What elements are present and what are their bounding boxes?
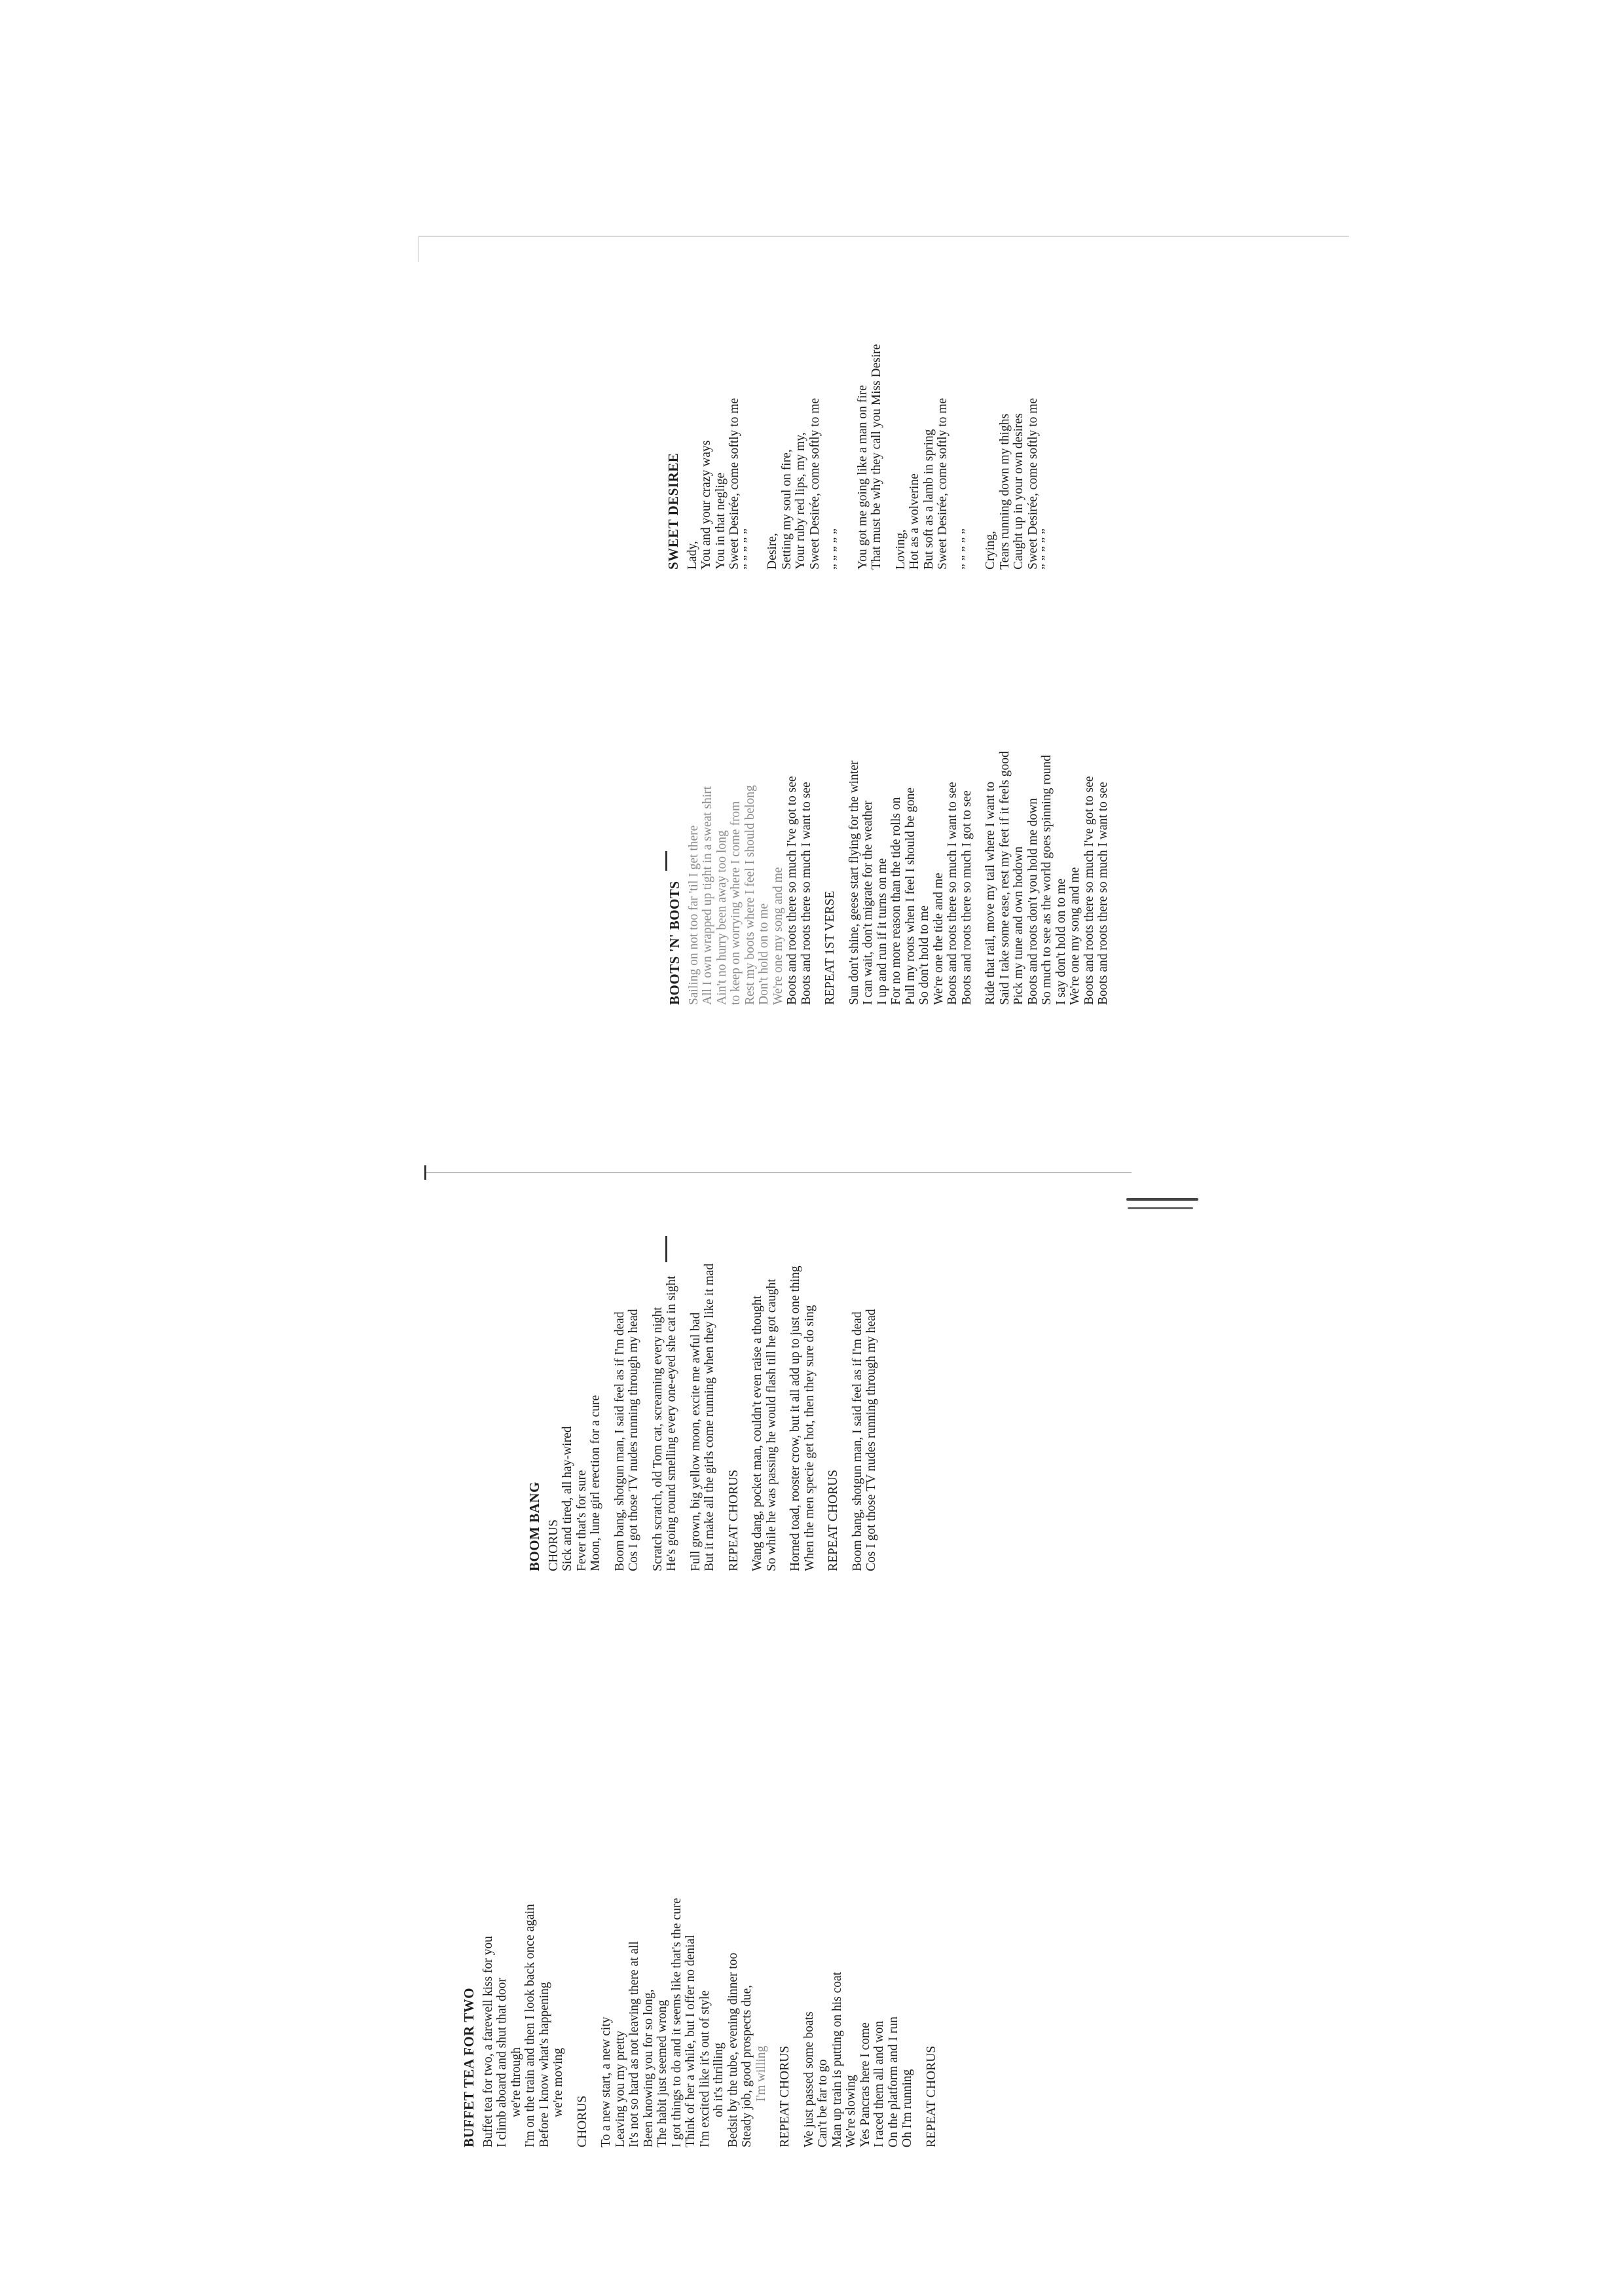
lyric-line: Been knowing you for so long, <box>641 1989 655 2147</box>
stanza-gap <box>717 1100 727 1571</box>
lyric-line: CHORUS <box>546 1519 561 1571</box>
lyric-line: Your ruby red lips, my my, <box>794 432 807 570</box>
stanza-gap <box>641 1100 651 1571</box>
lyric-line: I'm willing <box>754 2045 768 2102</box>
lyric-line: All I own wrapped up tight in a sweat shirt <box>701 786 714 1005</box>
lyric-line: CHORUS <box>575 2095 589 2147</box>
lyric-line: Desire, <box>766 533 779 570</box>
lyric-line: ” ” ” ” ” <box>959 528 974 570</box>
lyric-line: Crying, <box>984 530 997 570</box>
lyric-line: He's going round smelling every one-eyed she cat in sight <box>665 1275 678 1571</box>
lyric-line: Sweet Desirée, come softly to me <box>728 397 741 570</box>
stanza-gap <box>884 124 894 570</box>
lyric-line: Said I take some ease, rest my feet if it feels good <box>997 751 1012 1005</box>
lyric-line: oh it's thrilling <box>712 2042 726 2117</box>
song-title: BUFFET TEA FOR TWO <box>461 1987 477 2147</box>
stanza-gap <box>779 1100 788 1571</box>
lyric-line: Loving, <box>893 529 908 570</box>
stanza-gap <box>741 1100 750 1571</box>
lyric-line: So don't hold to me <box>917 905 931 1005</box>
lyric-line: On the platform and I run <box>886 2016 900 2147</box>
lyric-line: Boots and roots there so much I want to see <box>799 782 813 1005</box>
crop-mark <box>1126 1198 1198 1201</box>
lyric-line: Sailing on not too far 'til I get there <box>686 825 701 1005</box>
stanza-gap <box>589 1781 599 2147</box>
lyric-line: Boots and roots there so much I've got to see <box>785 776 799 1005</box>
lyric-line: We're one my song and me <box>771 867 785 1005</box>
lyric-line: REPEAT CHORUS <box>826 1469 840 1571</box>
lyric-line: Boom bang, shotgun man, I said feel as if I'm dead <box>612 1311 627 1571</box>
lyric-line: Boots and roots there so much I got to see <box>959 790 974 1005</box>
lyric-line: Yes Pancras here I come <box>858 2022 872 2147</box>
sheet-corner <box>418 236 419 262</box>
song-title: BOOM BANG <box>526 1482 542 1571</box>
lyric-line: That must be why they call you Miss Desire <box>870 344 883 570</box>
lyric-line: we're moving <box>551 2048 565 2117</box>
stanza-gap <box>846 124 856 570</box>
lyric-line: REPEAT CHORUS <box>778 2045 792 2147</box>
stanza-gap <box>566 1781 576 2147</box>
lyric-line: I can wait, don't migrate for the weather <box>861 800 875 1005</box>
lyric-line: Leaving you my pretty <box>613 2030 627 2147</box>
lyric-line: Cos I got those TV nudes running through my head <box>864 1309 878 1571</box>
lyric-line: So much to see as the world goes spinning round <box>1040 755 1054 1005</box>
lyric-line: we're through <box>509 2047 523 2117</box>
stanza-gap <box>679 1100 689 1571</box>
lyric-line: Boom bang, shotgun man, I said feel as if I'm dead <box>850 1311 864 1571</box>
stanza-gap <box>756 124 766 570</box>
song-sweet-desiree <box>667 124 1054 570</box>
lyric-line: You got me going like a man on fire <box>855 385 870 570</box>
lyric-line: Pick my tune and own hodown <box>1012 846 1025 1005</box>
lyric-line: It's not so hard as not leaving there at all <box>627 1941 641 2147</box>
song-title: SWEET DESIREE <box>665 452 681 570</box>
stanza-gap <box>915 1781 925 2147</box>
lyric-line: I climb aboard and shut that door <box>495 1978 509 2147</box>
lyric-line: We're one my song and me <box>1068 867 1082 1005</box>
lyric-line: Sun don't shine, geese start flying for the winter <box>847 760 861 1005</box>
crop-mark <box>1128 1207 1193 1209</box>
lyrics <box>481 1781 939 2147</box>
lyric-line: Setting my soul on fire, <box>779 449 794 570</box>
stanza-gap <box>950 124 960 570</box>
lyric-line: So while he was passing he would flash till he got caught <box>764 1279 779 1571</box>
lyric-line: Pull my roots when I feel I should be gone <box>903 788 917 1005</box>
lyric-line: ” ” ” ” ” <box>1040 528 1054 570</box>
stanza-gap <box>817 1100 826 1571</box>
lyric-line: I raced them all and won <box>872 2020 886 2147</box>
lyric-line: The habit just seemed wrong <box>655 1999 669 2147</box>
lyric-line: I up and run if it turns on me <box>875 858 889 1005</box>
lyric-line: Fever that's for sure <box>574 1470 589 1571</box>
lyric-line: For no more reason than the tide rolls on <box>889 797 903 1005</box>
lyric-line: We're slowing <box>844 2075 858 2147</box>
lyric-line: To a new start, a new city <box>599 2016 613 2147</box>
lyric-line: REPEAT CHORUS <box>726 1469 741 1571</box>
lyric-line: Before I know what's happening <box>537 1982 551 2147</box>
lyric-line: Lady, <box>685 541 699 570</box>
lyric-line: You and your crazy ways <box>699 440 713 570</box>
lyric-line: Ain't no hurry been away too long <box>714 830 729 1005</box>
lyric-line: We just passed some boats <box>802 2011 816 2147</box>
lyric-line: I'm excited like it's out of style <box>697 1990 712 2147</box>
lyric-line: Don't hold on to me <box>757 903 771 1005</box>
lyric-line: Boots and roots there so much I want to see <box>946 782 959 1005</box>
lyric-line: Ride that rail, move my tail where I want to <box>984 781 997 1005</box>
lyric-line: When the men specie get hot, then they sure do sing <box>802 1305 817 1571</box>
lyric-line: But soft as a lamb in spring <box>921 429 936 570</box>
song-title: BOOTS 'N' BOOTS <box>667 881 682 1005</box>
lyric-line: Steady job, good prospects due, <box>740 1984 754 2147</box>
lyric-line: Wang dang, pocket man, couldn't even raise a thought <box>750 1295 764 1571</box>
lyric-line: Buffet tea for two, a farewell kiss for you <box>481 1936 495 2147</box>
stanza-gap <box>603 1100 613 1571</box>
fold-mark <box>424 1165 426 1180</box>
lyric-line: Think of her a while, but I offer no denial <box>684 1935 697 2147</box>
lyric-line: to keep on worrying where I come from <box>729 801 743 1005</box>
song-boom-bang <box>528 1100 879 1571</box>
lyric-line: ” ” ” ” ” <box>832 528 845 570</box>
lyric-line: But it make all the girls come running when they like it mad <box>703 1263 716 1571</box>
lyrics <box>686 124 1054 570</box>
lyric-line: Sweet Desirée, come softly to me <box>807 397 822 570</box>
lyric-line: Full grown, big yellow moon, excite me awful bad <box>688 1312 703 1571</box>
lyric-line: Oh I'm running <box>900 2069 914 2147</box>
lyrics <box>547 1100 879 1571</box>
lyric-line: We're one the tide and me <box>931 873 946 1005</box>
stanza-gap <box>792 1781 802 2147</box>
lyric-line: I got things to do and it seems like that's the cure <box>669 1898 684 2147</box>
lyric-line: Cos I got those TV nudes running through my head <box>627 1309 640 1571</box>
fold-mark <box>665 851 667 871</box>
lyric-line: Bedsit by the tube, evening dinner too <box>726 1952 740 2147</box>
stanza-gap <box>768 1781 778 2147</box>
stanza-gap <box>822 124 832 570</box>
stanza-gap <box>974 124 984 570</box>
lyric-line: Can't be far to go <box>816 2059 830 2147</box>
stanza-gap <box>813 520 823 1005</box>
stanza-gap <box>838 520 847 1005</box>
lyric-line: Boots and roots there so much I've got to see <box>1082 776 1096 1005</box>
lyric-line: You in that neglige <box>713 472 728 570</box>
lyrics <box>687 520 1111 1005</box>
lyric-line: Scratch scratch, old Tom cat, screaming every night <box>650 1307 665 1571</box>
lyric-line: Hot as a wolverine <box>908 473 921 570</box>
lyric-line: Horned toad, rooster crow, but it all add up to just one thing <box>788 1266 802 1571</box>
lyric-line: Sick and tired, all hay-wired <box>561 1426 574 1571</box>
lyric-line: I say don't hold on to me <box>1054 878 1068 1005</box>
lyric-line: REPEAT 1ST VERSE <box>823 890 837 1005</box>
lyric-line: Sweet Desirée, come softly to me <box>936 397 950 570</box>
lyric-line: Moon, lune girl erection for a cure <box>589 1394 602 1571</box>
lyric-line: Rest my boots where I feel I should belong <box>743 785 757 1005</box>
stanza-gap <box>974 520 984 1005</box>
lyric-line: I'm on the train and then I look back once again <box>523 1904 537 2147</box>
lyric-line: REPEAT CHORUS <box>924 2045 938 2147</box>
lyric-line: ” ” ” ” ” <box>741 528 756 570</box>
lyric-line: Caught up in your own desires <box>1012 413 1025 570</box>
lyric-line: Tears running down my thighs <box>997 413 1012 570</box>
lyric-line: Boots and roots don't you hold me down <box>1025 797 1040 1005</box>
lyric-line: Sweet Desirée, come softly to me <box>1025 397 1040 570</box>
stanza-gap <box>841 1100 851 1571</box>
lyric-line: Boots and roots there so much I want to see <box>1096 782 1110 1005</box>
lyric-line: Man up train is putting on his coat <box>830 1971 844 2147</box>
song-buffet-tea-for-two <box>462 1781 938 2147</box>
song-boots-n-boots <box>668 520 1111 1005</box>
